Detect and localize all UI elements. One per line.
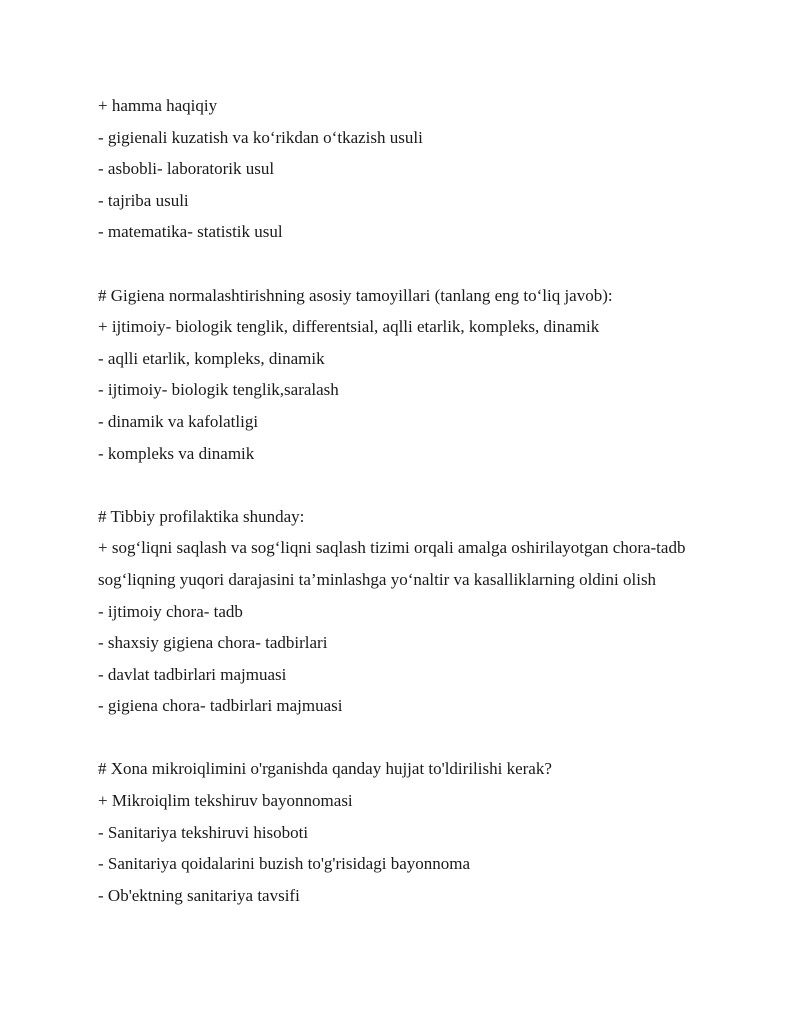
answer-option: - Ob'ektning sanitariya tavsifi bbox=[98, 885, 300, 905]
answer-option: - davlat tadbirlari majmuasi bbox=[98, 664, 287, 684]
answer-group-continued bbox=[98, 90, 708, 248]
answer-option: - Sanitariya qoidalarini buzish to'g'risidagi bayonnoma bbox=[98, 854, 471, 874]
question-block bbox=[98, 501, 708, 722]
question-text: # Xona mikroiqlimini o'rganishda qanday hujjat to'ldirilishi kerak? bbox=[98, 759, 552, 779]
answer-option: + ijtimoiy- biologik tenglik, differentsial, aqlli etarlik, kompleks, dinamik bbox=[98, 317, 600, 337]
question-block bbox=[98, 280, 708, 470]
answer-option: - gigienali kuzatish va ko‘rikdan o‘tkazish usuli bbox=[98, 127, 423, 147]
answer-option: - ijtimoiy chora- tadb bbox=[98, 601, 243, 621]
answer-option: - dinamik va kafolatligi bbox=[98, 411, 259, 431]
answer-option: + sog‘liqni saqlash va sog‘liqni saqlash tizimi orqali amalga oshirilayotgan chora-tadb sog‘liqning yuqori darajasini ta’minlashga yo‘naltir va kasalliklarning oldini olish bbox=[98, 538, 686, 589]
spacer bbox=[98, 722, 708, 754]
answer-option: - tajriba usuli bbox=[98, 190, 189, 210]
answer-option: - matematika- statistik usul bbox=[98, 222, 283, 242]
document-content bbox=[98, 90, 708, 911]
answer-option: + hamma haqiqiy bbox=[98, 96, 218, 115]
answer-option: - kompleks va dinamik bbox=[98, 443, 255, 463]
question-block bbox=[98, 753, 708, 911]
answer-option: - Sanitariya tekshiruvi hisoboti bbox=[98, 822, 309, 842]
answer-option: - asbobli- laboratorik usul bbox=[98, 159, 275, 179]
answer-option: - ijtimoiy- biologik tenglik,saralash bbox=[98, 380, 339, 400]
answer-option: - gigiena chora- tadbirlari majmuasi bbox=[98, 696, 343, 716]
spacer bbox=[98, 248, 708, 280]
answer-option: - aqlli etarlik, kompleks, dinamik bbox=[98, 348, 325, 368]
spacer bbox=[98, 469, 708, 501]
answer-option: - shaxsiy gigiena chora- tadbirlari bbox=[98, 633, 328, 653]
answer-option: + Mikroiqlim tekshiruv bayonnomasi bbox=[98, 791, 353, 811]
question-text: # Tibbiy profilaktika shunday: bbox=[98, 506, 305, 526]
question-text: # Gigiena normalashtirishning asosiy tamoyillari (tanlang eng to‘liq javob): bbox=[98, 285, 613, 305]
